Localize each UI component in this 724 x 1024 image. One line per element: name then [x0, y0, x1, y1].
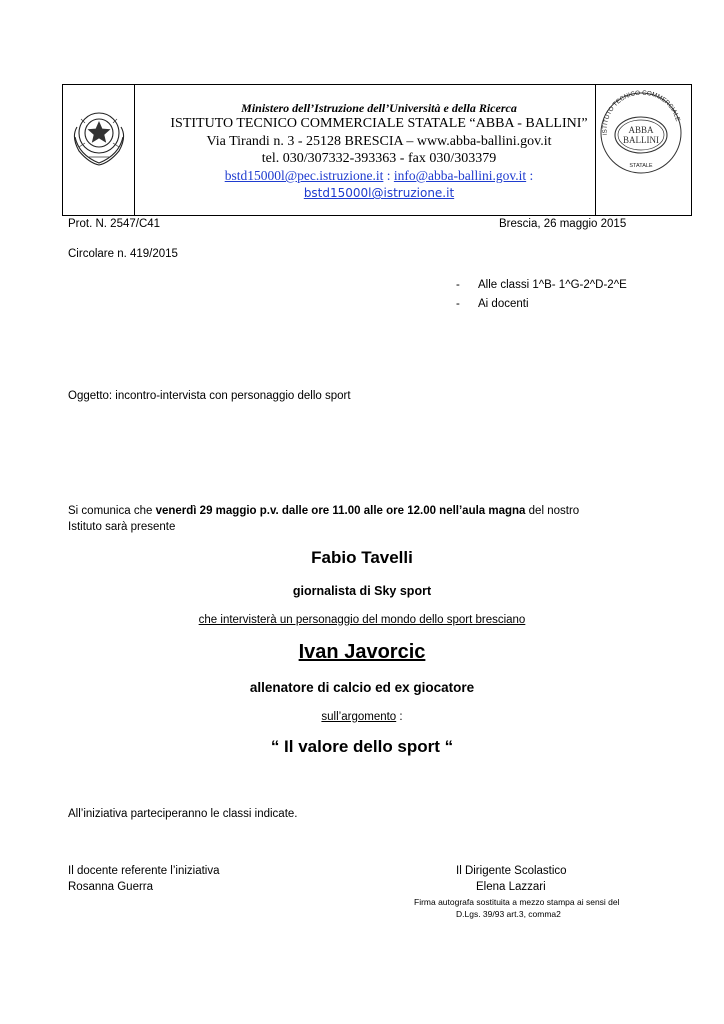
principal-name: Elena Lazzari: [476, 881, 546, 893]
principal-title: Il Dirigente Scolastico: [456, 865, 567, 877]
institute-address: Via Tirandi n. 3 - 25128 BRESCIA – www.abba-ballini.gov.it: [206, 134, 552, 149]
guest1-name: Fabio Tavelli: [311, 548, 413, 567]
participation-note: All’iniziativa parteciperanno le classi indicate.: [68, 808, 298, 820]
place-date: Brescia, 26 maggio 2015: [499, 218, 627, 230]
letterhead-divider-left: [134, 85, 135, 215]
ministry-line: Ministero dell’Istruzione dell’Università e della Ricerca: [241, 101, 517, 115]
seal-line1: ABBA: [628, 125, 654, 135]
topic-label: sull’argomento: [321, 711, 397, 723]
email-separator: :: [383, 168, 394, 183]
announcement-line-1: [68, 505, 579, 517]
topic-title: “ Il valore dello sport “: [270, 737, 454, 756]
recipient-dash-2: -: [456, 298, 460, 310]
institute-name: ISTITUTO TECNICO COMMERCIALE STATALE “ABBA - BALLINI”: [170, 116, 588, 131]
istruzione-email-line: [163, 186, 595, 200]
guest2-role: allenatore di calcio ed ex giocatore: [249, 680, 475, 695]
italian-republic-emblem-icon: [67, 97, 131, 169]
signature-note-line-2: D.Lgs. 39/93 art.3, comma2: [456, 909, 561, 919]
school-seal-icon: [597, 89, 685, 177]
seal-ring-text: ISTITUTO TECNICO COMMERCIALE: [601, 89, 682, 136]
info-email-link[interactable]: info@abba-ballini.gov.it: [393, 168, 527, 183]
institute-phone: tel. 030/307332-393363 - fax 030/303379: [261, 151, 497, 166]
referent-title: Il docente referente l’iniziativa: [68, 865, 220, 877]
announcement-intro: Si comunica che: [68, 505, 156, 517]
interview-line: che intervisterà un personaggio del mondo dello sport bresciano: [198, 614, 526, 626]
announcement-tail: del nostro: [525, 505, 580, 517]
guest1-role: giornalista di Sky sport: [292, 584, 432, 598]
topic-label-line: [60, 711, 664, 723]
seal-line2: BALLINI: [623, 135, 659, 145]
email-line: [163, 168, 595, 184]
recipient-dash-1: -: [456, 279, 460, 291]
email-trailing: :: [526, 168, 534, 183]
recipient-classes: Alle classi 1^B- 1^G-2^D-2^E: [478, 279, 627, 291]
guest2-name: Ivan Javorcic: [298, 641, 426, 663]
protocol-number: Prot. N. 2547/C41: [68, 218, 161, 230]
topic-colon: :: [396, 711, 403, 723]
seal-bottom-text: STATALE: [629, 163, 653, 169]
announcement-event-details: venerdì 29 maggio p.v. dalle ore 11.00 alle ore 12.00 nell’aula magna: [155, 505, 526, 517]
letterhead: [62, 84, 692, 216]
subject-line: Oggetto: incontro-intervista con personaggio dello sport: [68, 390, 351, 402]
circular-number: Circolare n. 419/2015: [68, 248, 178, 260]
istruzione-email-link[interactable]: bstd15000l@istruzione.it: [303, 186, 455, 200]
announcement-line-2: Istituto sarà presente: [68, 521, 176, 533]
referent-name: Rosanna Guerra: [68, 881, 154, 893]
signature-note-line-1: Firma autografa sostituita a mezzo stampa ai sensi del: [414, 897, 620, 907]
letterhead-divider-right: [595, 85, 596, 215]
recipient-teachers: Ai docenti: [478, 298, 529, 310]
pec-email-link[interactable]: bstd15000l@pec.istruzione.it: [224, 168, 384, 183]
